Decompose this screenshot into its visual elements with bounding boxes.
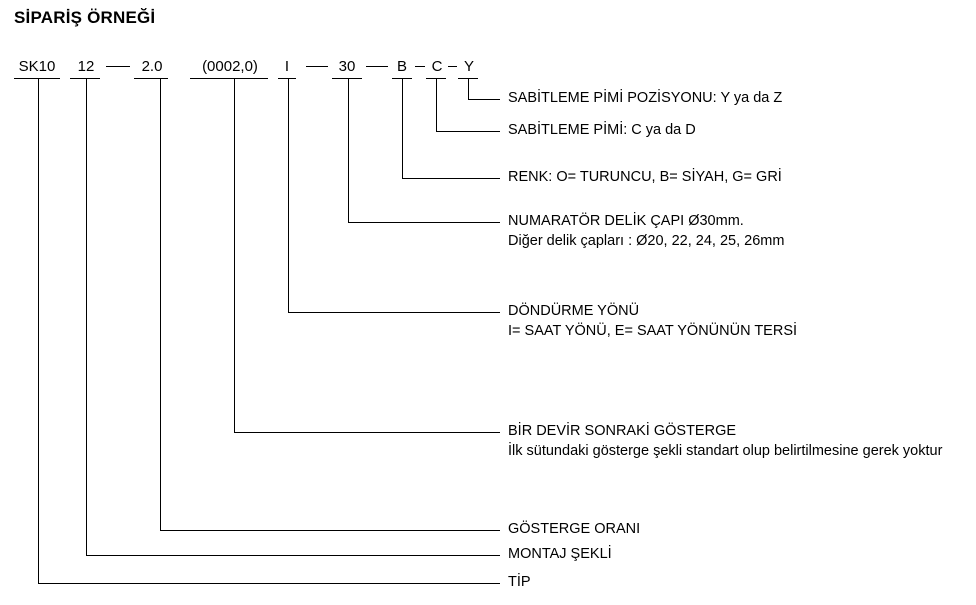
code-token-underline: [134, 78, 168, 79]
callout-montaj-sekli: [508, 544, 612, 564]
code-token-underline: [190, 78, 268, 79]
leader-horizontal-renk: [402, 178, 500, 179]
callout-line-1: MONTAJ ŞEKLİ: [508, 546, 612, 562]
leader-horizontal-montaj-sekli: [86, 555, 500, 556]
leader-horizontal-sabitleme-pimi-pozisyonu: [468, 99, 500, 100]
code-separator-dash: [448, 66, 457, 67]
leader-vertical-bir-devir-sonraki-gosterge: [234, 78, 235, 432]
callout-line-2: İlk sütundaki gösterge şekli standart olup belirtilmesine gerek yoktur: [508, 443, 943, 459]
callout-line-1: SABİTLEME PİMİ: C ya da D: [508, 122, 696, 138]
leader-vertical-numarator-delik-capi: [348, 78, 349, 222]
code-token: (0002,0): [202, 58, 258, 75]
code-token: 2.0: [141, 58, 163, 75]
callout-line-1: SABİTLEME PİMİ POZİSYONU: Y ya da Z: [508, 90, 783, 106]
callout-line-1: BİR DEVİR SONRAKİ GÖSTERGE: [508, 423, 737, 439]
callout-numarator-delik-capi: [508, 211, 784, 251]
code-separator-dash: [106, 66, 130, 67]
callout-sabitleme-pimi-pozisyonu: [508, 88, 782, 108]
callout-line-1: TİP: [508, 574, 531, 590]
leader-vertical-renk: [402, 78, 403, 178]
callout-dondurme-yonu: [508, 301, 797, 341]
leader-horizontal-sabitleme-pimi: [436, 131, 500, 132]
code-token-underline: [14, 78, 60, 79]
callout-line-1: NUMARATÖR DELİK ÇAPI Ø30mm.: [508, 213, 744, 229]
code-token: SK10: [18, 58, 56, 75]
code-separator-dash: [306, 66, 328, 67]
code-token-underline: [332, 78, 362, 79]
code-token-underline: [278, 78, 296, 79]
leader-vertical-sabitleme-pimi: [436, 78, 437, 131]
callout-sabitleme-pimi: [508, 120, 696, 140]
code-separator-dash: [366, 66, 388, 67]
page-title: SİPARİŞ ÖRNEĞİ: [14, 8, 156, 27]
code-token: Y: [463, 58, 474, 75]
leader-vertical-montaj-sekli: [86, 78, 87, 555]
code-token: 12: [77, 58, 95, 75]
code-separator-dash: [415, 66, 425, 67]
code-token: C: [431, 58, 443, 75]
code-token-underline: [70, 78, 100, 79]
code-token: I: [284, 58, 290, 75]
callout-line-1: DÖNDÜRME YÖNÜ: [508, 303, 640, 319]
leader-horizontal-tip: [38, 583, 500, 584]
code-token: 30: [338, 58, 356, 75]
leader-vertical-tip: [38, 78, 39, 583]
callout-gosterge-orani: [508, 519, 640, 539]
callout-renk: [508, 167, 782, 187]
leader-vertical-gosterge-orani: [160, 78, 161, 530]
leader-vertical-dondurme-yonu: [288, 78, 289, 312]
callout-line-2: I= SAAT YÖNÜ, E= SAAT YÖNÜNÜN TERSİ: [508, 323, 798, 339]
leader-vertical-sabitleme-pimi-pozisyonu: [468, 78, 469, 99]
code-token: B: [396, 58, 407, 75]
callout-line-1: RENK: O= TURUNCU, B= SİYAH, G= GRİ: [508, 169, 782, 185]
leader-horizontal-gosterge-orani: [160, 530, 500, 531]
callout-bir-devir-sonraki-gosterge: [508, 421, 942, 461]
leader-horizontal-bir-devir-sonraki-gosterge: [234, 432, 500, 433]
callout-line-1: GÖSTERGE ORANI: [508, 521, 641, 537]
leader-horizontal-numarator-delik-capi: [348, 222, 500, 223]
callout-tip: [508, 572, 531, 592]
leader-horizontal-dondurme-yonu: [288, 312, 500, 313]
callout-line-2: Diğer delik çapları : Ø20, 22, 24, 25, 26mm: [508, 233, 785, 249]
